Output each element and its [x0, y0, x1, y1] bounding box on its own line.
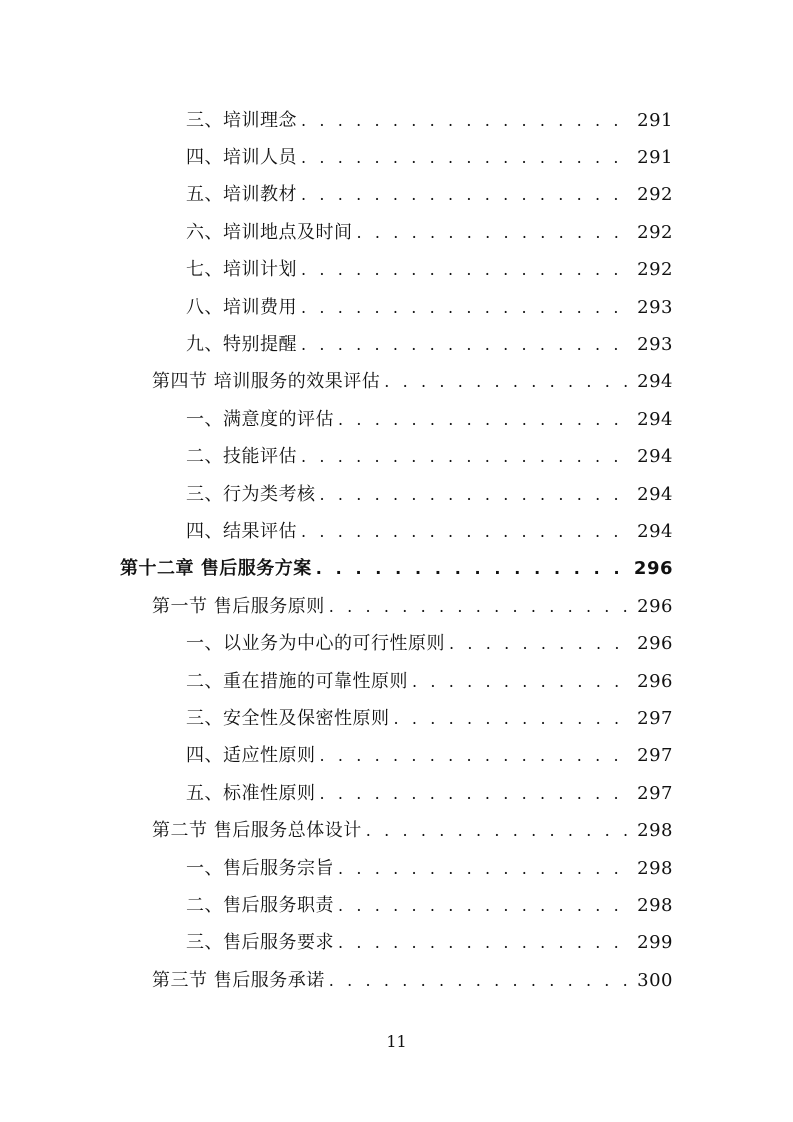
toc-subsection-entry [0, 287, 793, 324]
toc-subsection-entry [0, 250, 793, 287]
toc-entry-page: 300 [637, 969, 673, 991]
toc-entry-page: 298 [637, 857, 673, 879]
toc-dot-leader [394, 709, 632, 728]
toc-entry-title: 第三节 售后服务承诺 [152, 969, 325, 991]
toc-dot-leader [449, 634, 631, 653]
toc-section-entry [0, 586, 793, 623]
toc-entry-line [152, 966, 673, 992]
toc-subsection-entry [0, 923, 793, 960]
toc-entry-title: 四、培训人员 [186, 147, 297, 169]
toc-entry-page: 293 [637, 334, 673, 356]
toc-entry-line [186, 741, 673, 767]
toc-entry-page: 296 [637, 670, 673, 692]
table-of-contents [0, 100, 793, 997]
toc-entry-line [186, 629, 673, 655]
toc-entry-page: 297 [637, 782, 673, 804]
toc-entry-page: 294 [637, 520, 673, 542]
toc-entry-title: 九、特别提醒 [186, 334, 297, 356]
toc-entry-line [186, 218, 673, 244]
toc-dot-leader [329, 971, 631, 990]
toc-dot-leader [301, 447, 631, 466]
toc-entry-line [186, 517, 673, 543]
toc-entry-page: 293 [637, 296, 673, 318]
toc-dot-leader [338, 410, 631, 429]
toc-subsection-entry [0, 437, 793, 474]
toc-entry-line [152, 816, 673, 842]
toc-entry-page: 297 [637, 707, 673, 729]
toc-entry-line [186, 704, 673, 730]
toc-subsection-entry [0, 623, 793, 660]
toc-entry-title: 一、以业务为中心的可行性原则 [186, 633, 445, 655]
toc-dot-leader [301, 335, 631, 354]
toc-entry-line [186, 442, 673, 468]
toc-dot-leader [320, 485, 632, 504]
toc-entry-title: 二、技能评估 [186, 446, 297, 468]
toc-entry-line [186, 891, 673, 917]
toc-dot-leader [316, 559, 628, 578]
toc-entry-page: 292 [637, 184, 673, 206]
toc-entry-line [186, 854, 673, 880]
toc-entry-line [186, 106, 673, 132]
toc-entry-page: 296 [637, 633, 673, 655]
toc-subsection-entry [0, 212, 793, 249]
toc-entry-page: 298 [637, 894, 673, 916]
toc-entry-line [186, 779, 673, 805]
toc-dot-leader [329, 597, 631, 616]
toc-entry-title: 第二节 售后服务总体设计 [152, 820, 362, 842]
toc-dot-leader [301, 148, 631, 167]
toc-chapter-entry [0, 549, 793, 586]
toc-entry-line [120, 554, 673, 580]
toc-entry-title: 第四节 培训服务的效果评估 [152, 371, 381, 393]
toc-entry-page: 292 [637, 259, 673, 281]
toc-entry-line [186, 293, 673, 319]
toc-entry-line [186, 667, 673, 693]
toc-entry-line [186, 928, 673, 954]
toc-entry-title: 四、适应性原则 [186, 745, 316, 767]
toc-dot-leader [301, 260, 631, 279]
toc-entry-title: 三、安全性及保密性原则 [186, 707, 390, 729]
toc-entry-line [186, 330, 673, 356]
toc-entry-title: 第十二章 售后服务方案 [120, 558, 312, 580]
toc-dot-leader [301, 111, 631, 130]
toc-dot-leader [320, 746, 632, 765]
toc-entry-page: 294 [637, 483, 673, 505]
toc-entry-page: 299 [637, 932, 673, 954]
toc-section-entry [0, 960, 793, 997]
toc-entry-title: 三、行为类考核 [186, 483, 316, 505]
toc-subsection-entry [0, 848, 793, 885]
toc-entry-page: 294 [637, 446, 673, 468]
toc-entry-title: 五、标准性原则 [186, 782, 316, 804]
toc-dot-leader [357, 223, 632, 242]
toc-dot-leader [338, 896, 631, 915]
toc-entry-title: 第一节 售后服务原则 [152, 595, 325, 617]
toc-subsection-entry [0, 736, 793, 773]
toc-entry-line [152, 592, 673, 618]
toc-dot-leader [338, 933, 631, 952]
toc-subsection-entry [0, 175, 793, 212]
toc-entry-line [152, 367, 673, 393]
toc-entry-page: 296 [633, 558, 673, 580]
toc-entry-page: 294 [637, 371, 673, 393]
toc-entry-title: 八、培训费用 [186, 296, 297, 318]
toc-entry-line [186, 255, 673, 281]
toc-entry-title: 三、培训理念 [186, 109, 297, 131]
toc-entry-title: 一、售后服务宗旨 [186, 857, 334, 879]
toc-dot-leader [301, 522, 631, 541]
toc-entry-page: 294 [637, 408, 673, 430]
toc-entry-title: 七、培训计划 [186, 259, 297, 281]
toc-entry-page: 292 [637, 221, 673, 243]
toc-entry-line [186, 180, 673, 206]
toc-entry-title: 二、重在措施的可靠性原则 [186, 670, 408, 692]
toc-subsection-entry [0, 511, 793, 548]
toc-section-entry [0, 362, 793, 399]
toc-dot-leader [338, 859, 631, 878]
toc-entry-line [186, 143, 673, 169]
toc-section-entry [0, 810, 793, 847]
toc-subsection-entry [0, 399, 793, 436]
toc-subsection-entry [0, 885, 793, 922]
toc-dot-leader [366, 821, 631, 840]
toc-dot-leader [412, 672, 631, 691]
toc-subsection-entry [0, 773, 793, 810]
toc-subsection-entry [0, 324, 793, 361]
toc-dot-leader [301, 185, 631, 204]
toc-entry-page: 298 [637, 820, 673, 842]
toc-subsection-entry [0, 100, 793, 137]
toc-entry-title: 六、培训地点及时间 [186, 221, 353, 243]
page-number: 11 [386, 1032, 407, 1051]
toc-subsection-entry [0, 698, 793, 735]
toc-entry-page: 291 [637, 147, 673, 169]
toc-dot-leader [384, 372, 631, 391]
toc-subsection-entry [0, 137, 793, 174]
toc-subsection-entry [0, 661, 793, 698]
toc-dot-leader [301, 298, 631, 317]
toc-entry-page: 297 [637, 745, 673, 767]
toc-entry-line [186, 405, 673, 431]
toc-entry-title: 四、结果评估 [186, 520, 297, 542]
toc-entry-title: 五、培训教材 [186, 184, 297, 206]
toc-dot-leader [320, 784, 632, 803]
toc-entry-title: 二、售后服务职责 [186, 894, 334, 916]
toc-subsection-entry [0, 474, 793, 511]
toc-entry-page: 291 [637, 109, 673, 131]
toc-entry-line [186, 480, 673, 506]
toc-entry-title: 三、售后服务要求 [186, 932, 334, 954]
toc-entry-title: 一、满意度的评估 [186, 408, 334, 430]
toc-entry-page: 296 [637, 595, 673, 617]
